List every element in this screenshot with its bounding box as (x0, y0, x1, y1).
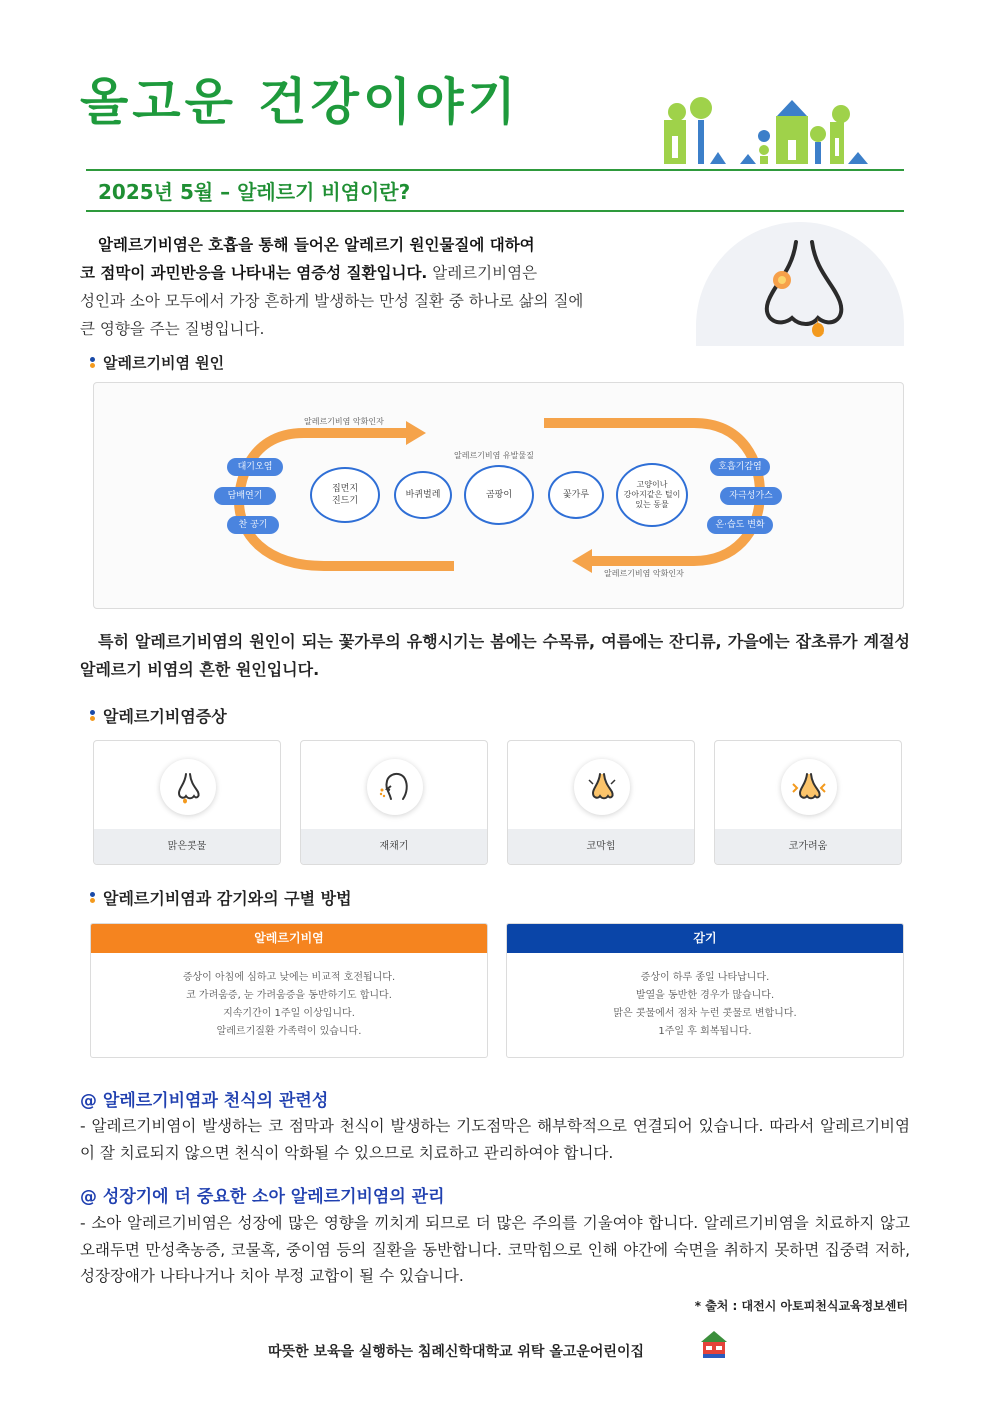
factor-irritant-gas: 자극성가스 (720, 487, 782, 505)
factor-air-pollution: 대기오염 (227, 458, 283, 476)
source-note: * 출처 : 대전시 아토피천식교육정보센터 (694, 1299, 908, 1313)
allergen-mold: 곰팡이 (464, 465, 534, 525)
cold-card (506, 923, 904, 1058)
cold-card-body (507, 953, 903, 1041)
allergy-card-body (91, 953, 487, 1041)
symptom-card-itchy-nose (714, 740, 902, 865)
page-title: 올고운 건강이야기 (80, 73, 520, 131)
runny-nose-icon (160, 759, 216, 815)
intro-line-3: 성인과 소아 모두에서 가장 흔하게 발생하는 만성 질환 중 하나로 삶의 질에 (80, 292, 584, 310)
symptom-card-runny-nose (93, 740, 281, 865)
pollen-note-text: 특히 알레르기비염의 원인이 되는 꽃가루의 유행시기는 봄에는 수목류, 여름에는 잔디류, 가을에는 잡초류가 계절성 알레르기 비염의 흔한 원인입니다. (80, 632, 910, 679)
symptom-label: 코막힘 (508, 829, 694, 864)
intro-paragraph (80, 231, 680, 343)
allergy-line: 코 가려움증, 눈 가려움증을 동반하기도 합니다. (186, 990, 392, 1001)
intro-line-1: 알레르기비염은 호흡을 통해 들어온 알레르기 원인물질에 대하여 (98, 236, 535, 254)
intro-line-2-rest: 알레르기비염은 (427, 264, 538, 282)
allergen-cockroach: 바퀴벌레 (394, 471, 452, 519)
causes-heading (90, 352, 224, 373)
symptom-label: 코가려움 (715, 829, 901, 864)
allergen-pet-dander: 고양이나 강아지같은 털이 있는 동물 (616, 463, 688, 527)
causes-heading-text: 알레르기비염 원인 (103, 354, 225, 372)
bottom-arrow-label: 알레르기비염 악화인자 (604, 569, 684, 578)
itchy-nose-icon (781, 759, 837, 815)
cold-card-title: 감기 (507, 924, 903, 953)
allergy-card-title: 알레르기비염 (91, 924, 487, 953)
causes-diagram (93, 382, 904, 609)
stuffy-nose-icon (574, 759, 630, 815)
symptom-label: 재채기 (301, 829, 487, 864)
cold-line: 1주일 후 회복됩니다. (658, 1026, 752, 1037)
children-heading: @ 성장기에 더 중요한 소아 알레르기비염의 관리 (80, 1187, 445, 1207)
children-body: - 소아 알레르기비염은 성장에 많은 영향을 끼치게 되므로 더 많은 주의를 기울여야 합니다. 알레르기비염을 치료하지 않고 오래두면 만성축농증, 코물혹, 중이염 등의 질환을 동반합니다. 코막힘으로 인해 야간에 숙면을 취하지 못하면 집중력 저하, 성장장애가 나타나거나 치아 부정 교합이 될 수 있습니다. (80, 1214, 910, 1285)
factor-cold-air: 찬 공기 (227, 516, 279, 534)
bullet-icon (90, 710, 95, 721)
symptom-label: 맑은콧물 (94, 829, 280, 864)
cold-line: 발열을 동반한 경우가 많습니다. (635, 990, 775, 1001)
allergy-line: 지속기간이 1주일 이상입니다. (223, 1008, 355, 1019)
intro-line-2-bold: 코 점막이 과민반응을 나타내는 염증성 질환입니다. (80, 264, 428, 282)
daycare-logo-icon (700, 1330, 728, 1360)
allergen-pollen: 꽃가루 (548, 471, 604, 519)
top-rule (86, 169, 904, 171)
cold-line: 맑은 콧물에서 점차 누런 콧물로 변합니다. (613, 1008, 797, 1019)
allergen-label: 알레르기비염 유발물질 (454, 451, 534, 460)
bullet-icon (90, 892, 95, 903)
bullet-icon (90, 357, 95, 368)
factor-resp-infection: 호흡기감염 (710, 458, 770, 476)
issue-subtitle: 2025년 5월 – 알레르기 비염이란? (98, 180, 411, 204)
footer-text: 따뜻한 보육을 실행하는 침례신학대학교 위탁 올고운어린이집 (268, 1344, 644, 1360)
city-skyline-logo (660, 92, 872, 166)
comparison-heading-text: 알레르기비염과 감기와의 구별 방법 (103, 889, 352, 908)
sneeze-icon (367, 759, 423, 815)
comparison-heading (90, 886, 352, 909)
allergy-card (90, 923, 488, 1058)
cold-line: 증상이 하루 종일 나타납니다. (640, 972, 770, 983)
factor-temp-humidity: 온·습도 변화 (707, 516, 773, 534)
symptom-card-stuffy-nose (507, 740, 695, 865)
pollen-paragraph (80, 628, 910, 684)
symptoms-heading-text: 알레르기비염증상 (103, 707, 227, 726)
symptoms-heading (90, 704, 227, 727)
symptom-card-sneeze (300, 740, 488, 865)
sub-rule (86, 210, 904, 212)
asthma-heading: @ 알레르기비염과 천식의 관련성 (80, 1091, 329, 1111)
asthma-body: - 알레르기비염이 발생하는 코 점막과 천식이 발생하는 기도점막은 해부학적으로 연결되어 있습니다. 따라서 알레르기비염이 잘 치료되지 않으면 천식이 악화될 수 있으므로 치료하고 관리하여야 합니다. (80, 1117, 910, 1162)
factor-smoke: 담배연기 (214, 487, 276, 505)
allergy-line: 증상이 아침에 심하고 낮에는 비교적 호전됩니다. (182, 972, 396, 983)
top-arrow-label: 알레르기비염 악화인자 (304, 417, 384, 426)
nose-illustration (696, 222, 904, 346)
intro-line-4: 큰 영향을 주는 질병입니다. (80, 320, 265, 338)
allergen-dust-mite: 집먼지 진드기 (310, 467, 380, 523)
nose-icon (696, 222, 904, 346)
allergy-line: 알레르기질환 가족력이 있습니다. (216, 1026, 362, 1037)
